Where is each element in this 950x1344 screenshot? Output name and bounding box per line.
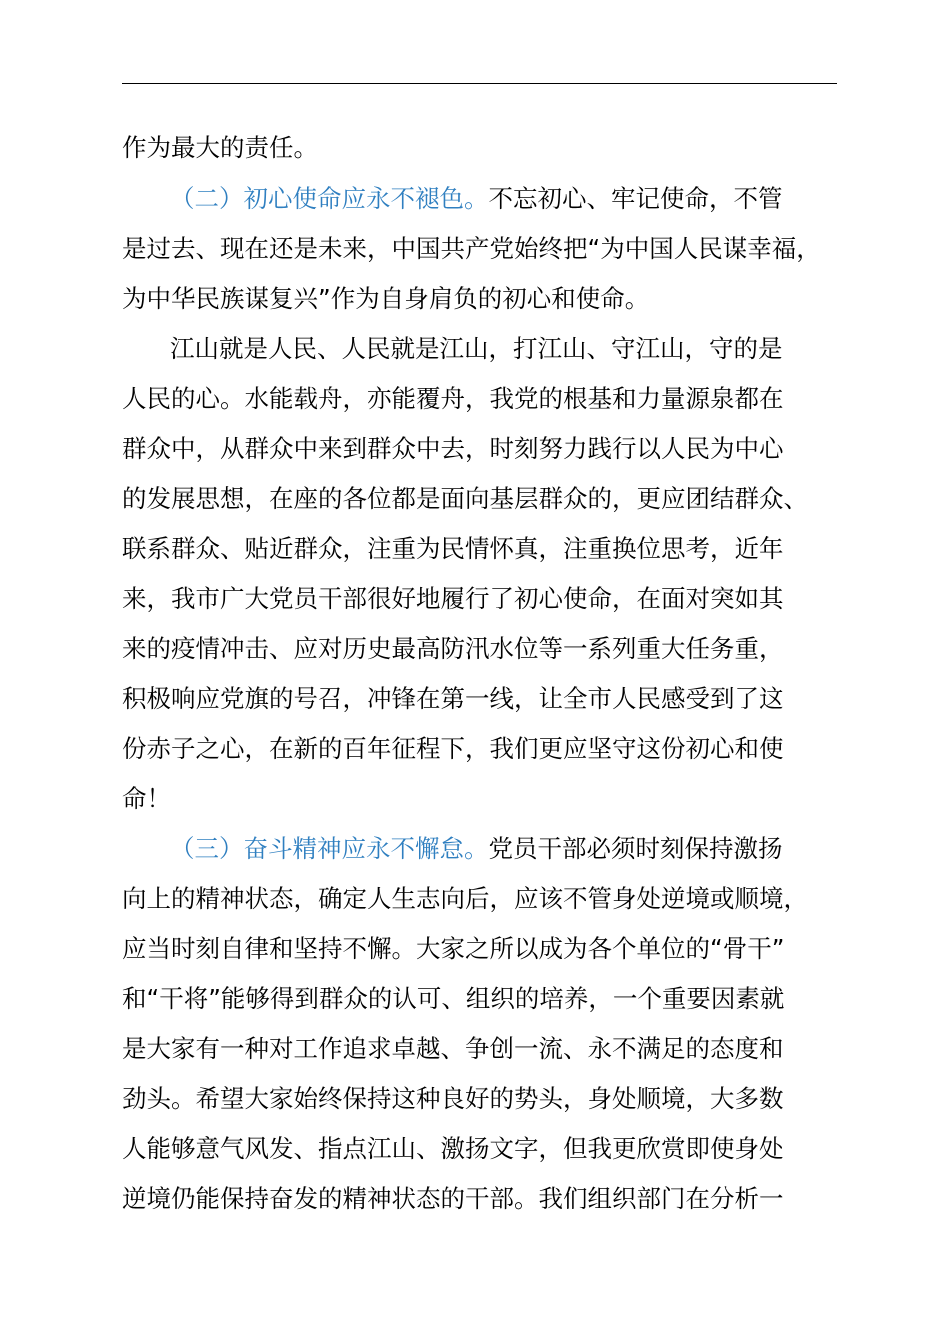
text-line — [122, 781, 171, 817]
text-line — [122, 1081, 784, 1117]
text-run: 积极响应党旗的号召，冲锋在第一线，让全市人民感受到了这 — [122, 684, 784, 713]
text-run: 党员干部必须时刻保持激扬 — [488, 834, 783, 863]
text-run: 命！ — [122, 784, 171, 813]
text-run: 为中华民族谋复兴”作为自身肩负的初心和使命。 — [122, 284, 650, 313]
text-run: 来的疫情冲击、应对历史最高防汛水位等一系列重大任务重， — [122, 634, 784, 663]
text-line — [122, 1031, 784, 1067]
text-run: 和“干将”能够得到群众的认可、组织的培养，一个重要因素就 — [122, 984, 785, 1013]
text-line — [122, 531, 784, 567]
text-line — [122, 731, 784, 767]
text-run: 江山就是人民、人民就是江山，打江山、守江山，守的是 — [170, 334, 783, 363]
text-run: 的发展思想，在座的各位都是面向基层群众的，更应团结群众、 — [122, 484, 808, 513]
text-line — [122, 130, 318, 166]
text-run: 作为最大的责任。 — [122, 133, 318, 162]
text-line — [122, 631, 784, 667]
text-run: 来，我市广大党员干部很好地履行了初心使命，在面对突如其 — [122, 584, 784, 613]
text-run: 是大家有一种对工作追求卓越、争创一流、永不满足的态度和 — [122, 1034, 784, 1063]
text-line — [122, 281, 649, 317]
text-run: 向上的精神状态，确定人生志向后，应该不管身处逆境或顺境， — [122, 884, 808, 913]
text-run: 不忘初心、牢记使命，不管 — [488, 184, 783, 213]
section-heading-3: （三）奋斗精神应永不懈怠。 — [170, 834, 489, 863]
text-line — [122, 231, 821, 267]
section-heading-2: （二）初心使命应永不褪色。 — [170, 184, 489, 213]
section-heading-line — [170, 831, 783, 867]
text-line — [122, 381, 784, 417]
text-run: 逆境仍能保持奋发的精神状态的干部。我们组织部门在分析一 — [122, 1184, 784, 1213]
text-line — [122, 931, 784, 967]
text-line — [122, 581, 784, 617]
text-run: 劲头。希望大家始终保持这种良好的势头，身处顺境，大多数 — [122, 1084, 784, 1113]
section-heading-line — [170, 181, 783, 217]
text-run: 群众中，从群众中来到群众中去，时刻努力践行以人民为中心 — [122, 434, 784, 463]
text-line — [122, 881, 808, 917]
text-run: 人民的心。水能载舟，亦能覆舟，我党的根基和力量源泉都在 — [122, 384, 784, 413]
header-rule — [122, 83, 837, 84]
text-line — [122, 431, 784, 467]
text-run: 份赤子之心，在新的百年征程下，我们更应坚守这份初心和使 — [122, 734, 784, 763]
text-line — [122, 1131, 784, 1167]
text-line — [122, 681, 784, 717]
text-line — [122, 1181, 784, 1217]
text-run: 联系群众、贴近群众，注重为民情怀真，注重换位思考，近年 — [122, 534, 784, 563]
text-line — [122, 481, 808, 517]
text-run: 人能够意气风发、指点江山、激扬文字，但我更欣赏即使身处 — [122, 1134, 784, 1163]
text-line — [122, 981, 784, 1017]
paragraph-first-line — [170, 331, 783, 367]
text-run: 是过去、现在还是未来，中国共产党始终把“为中国人民谋幸福， — [122, 234, 821, 263]
text-run: 应当时刻自律和坚持不懈。大家之所以成为各个单位的“骨干” — [122, 934, 785, 963]
